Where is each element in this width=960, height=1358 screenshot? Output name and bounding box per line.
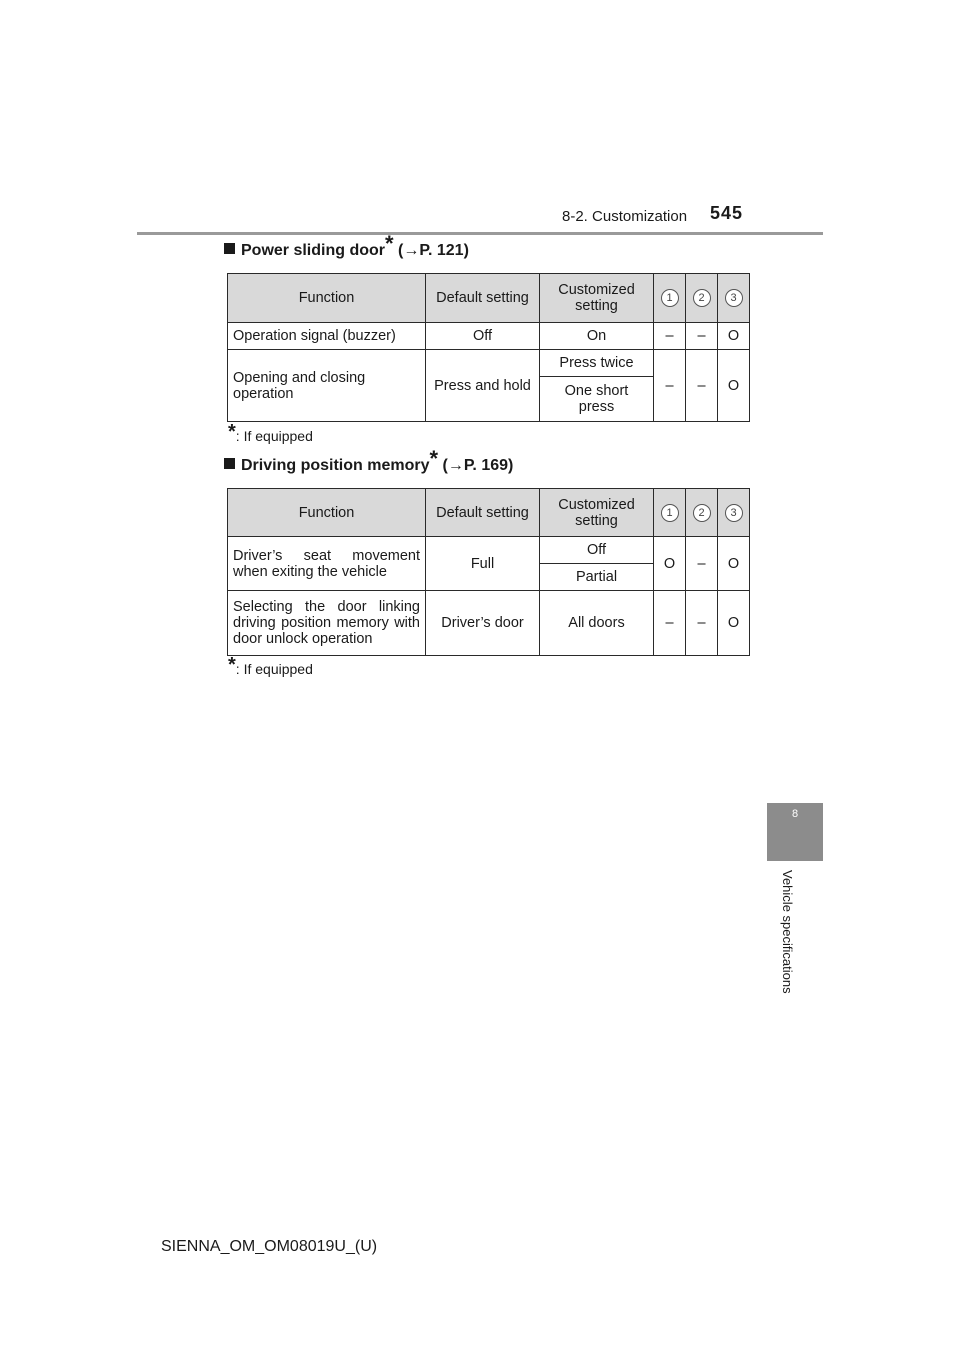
mark-cell-2: – [686, 350, 718, 422]
custom-cell: Partial [540, 564, 654, 591]
column-header-3 [718, 489, 750, 537]
circled-number-2-icon: 2 [693, 504, 711, 522]
mark-cell-3: O [718, 350, 750, 422]
header-section-title: 8-2. Customization [562, 208, 688, 225]
asterisk-icon: * [429, 446, 439, 471]
page-number: 545 [710, 203, 744, 223]
arrow-right-icon: → [447, 457, 464, 474]
section-heading-driving-position-memory: Driving position memory* (→P. 169) [224, 457, 513, 475]
chapter-number: 8 [791, 808, 799, 820]
column-header-function: Function [228, 489, 426, 537]
customization-table-driving-position-memory [227, 488, 750, 656]
mark-cell-2: – [686, 537, 718, 591]
table-header-row [228, 489, 750, 537]
section-title: Power sliding door [241, 242, 386, 259]
circled-number-1-icon: 1 [661, 289, 679, 307]
custom-cell: One short press [540, 377, 654, 422]
column-header-custom: Customized setting [540, 489, 654, 537]
arrow-right-icon: → [403, 242, 420, 259]
custom-cell: All doors [540, 591, 654, 656]
page-reference-link[interactable]: P. 121 [419, 242, 464, 259]
function-cell: Selecting the door linking driving position memory with door unlock operation [228, 591, 426, 656]
default-cell: Driver’s door [426, 591, 540, 656]
table-row [228, 323, 750, 350]
custom-cell: Off [540, 537, 654, 564]
column-header-2 [686, 489, 718, 537]
chapter-label: Vehicle specifications [780, 870, 795, 994]
default-cell: Off [426, 323, 540, 350]
circled-number-1-icon: 1 [661, 504, 679, 522]
mark-cell-2: – [686, 591, 718, 656]
chapter-tab [767, 803, 823, 861]
asterisk-icon: * [385, 231, 394, 256]
table-header-row [228, 274, 750, 323]
header-divider [137, 232, 823, 235]
mark-cell-2: – [686, 323, 718, 350]
mark-cell-1: – [654, 591, 686, 656]
column-header-3 [718, 274, 750, 323]
page-reference-link[interactable]: P. 169 [463, 457, 509, 474]
function-cell: Opening and closing operation [228, 350, 426, 422]
footnote [228, 654, 313, 677]
mark-cell-1: – [654, 323, 686, 350]
section-title: Driving position memory [241, 457, 430, 474]
table-row [228, 537, 750, 564]
document-id: SIENNA_OM_OM08019U_(U) [161, 1238, 378, 1255]
square-bullet-icon [224, 458, 235, 469]
section-heading-power-sliding-door: Power sliding door* (→P. 121) [224, 242, 469, 260]
footnote [228, 421, 313, 444]
column-header-default: Default setting [426, 274, 540, 323]
custom-cell: Press twice [540, 350, 654, 377]
custom-cell: On [540, 323, 654, 350]
table-row [228, 591, 750, 656]
column-header-1 [654, 274, 686, 323]
default-cell: Press and hold [426, 350, 540, 422]
column-header-default: Default setting [426, 489, 540, 537]
mark-cell-3: O [718, 537, 750, 591]
mark-cell-3: O [718, 591, 750, 656]
footnote-text: : If equipped [235, 428, 313, 444]
function-cell: Driver’s seat movement when exiting the vehicle [228, 537, 426, 591]
table-row [228, 350, 750, 377]
column-header-function: Function [228, 274, 426, 323]
column-header-1 [654, 489, 686, 537]
circled-number-3-icon: 3 [725, 504, 743, 522]
column-header-2 [686, 274, 718, 323]
circled-number-2-icon: 2 [693, 289, 711, 307]
mark-cell-3: O [718, 323, 750, 350]
asterisk-icon: * [228, 654, 236, 676]
mark-cell-1: O [654, 537, 686, 591]
customization-table-power-sliding-door [227, 273, 750, 422]
function-cell: Operation signal (buzzer) [228, 323, 426, 350]
circled-number-3-icon: 3 [725, 289, 743, 307]
default-cell: Full [426, 537, 540, 591]
column-header-custom: Customized setting [540, 274, 654, 323]
footnote-text: : If equipped [235, 661, 313, 677]
asterisk-icon: * [228, 421, 236, 443]
mark-cell-1: – [654, 350, 686, 422]
square-bullet-icon [224, 243, 235, 254]
